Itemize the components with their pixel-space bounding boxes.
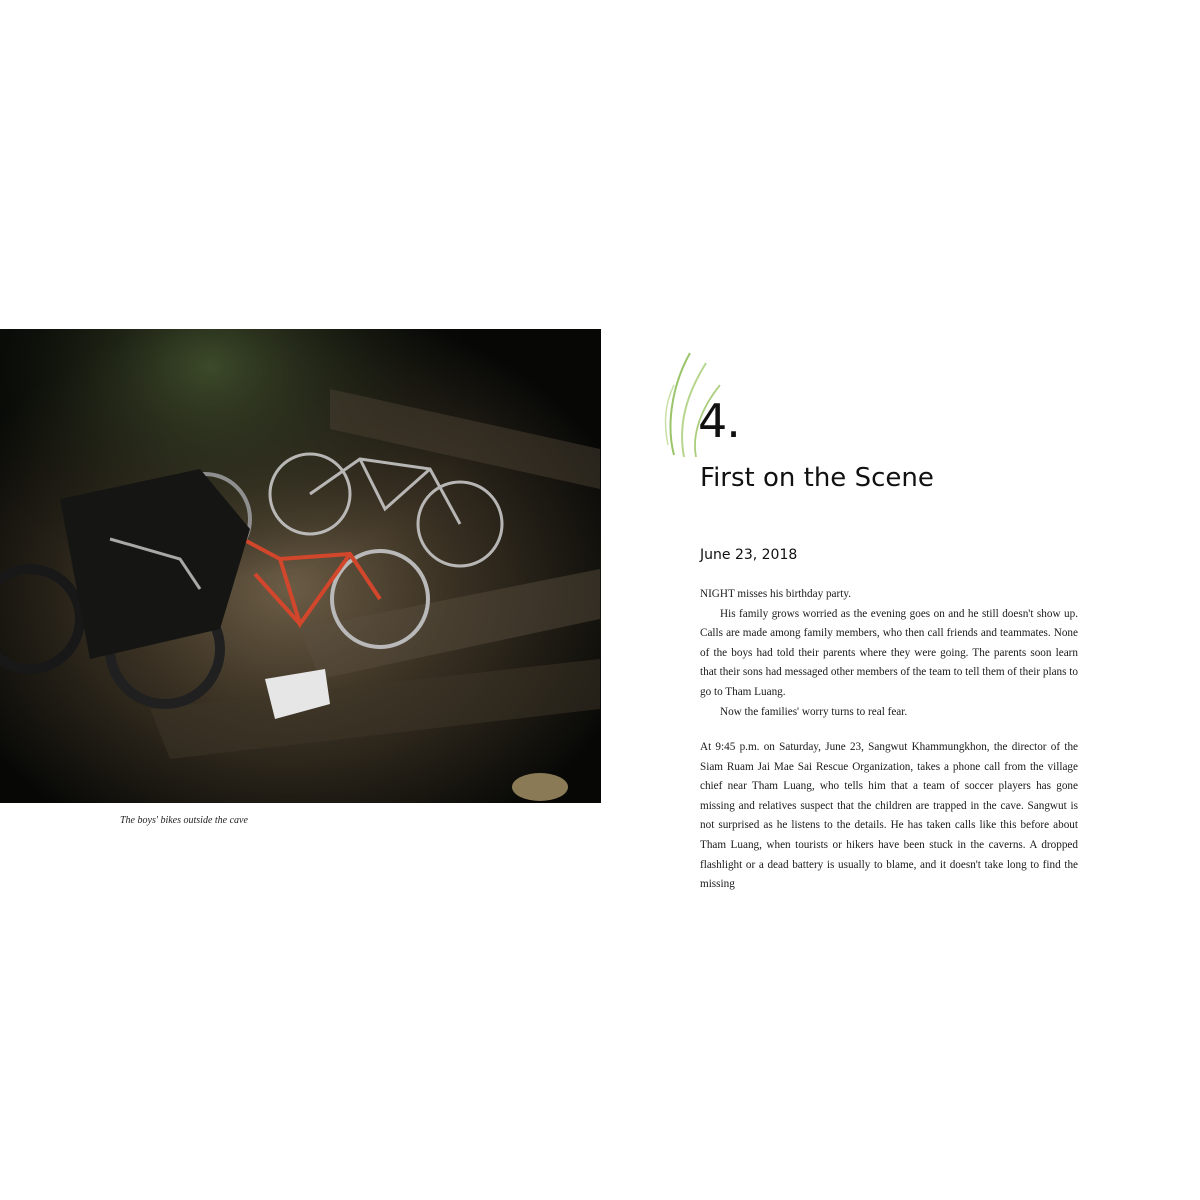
- chapter-title: First on the Scene: [700, 463, 934, 493]
- paragraph: NIGHT misses his birthday party.: [700, 588, 852, 600]
- body-text-block: [700, 738, 1078, 895]
- paragraph: His family grows worried as the evening goes on and he still doesn't show up. Calls are made among family members, who then call friends and teammates. None of the boys had told their parents where they were going. The parents soon learn that their sons had messaged other members of the team to tell them of their plans to go to Tham Luang.: [700, 607, 1078, 698]
- photo-caption: The boys' bikes outside the cave: [120, 815, 248, 826]
- body-text-block: [700, 585, 1078, 722]
- date-heading: June 23, 2018: [700, 547, 798, 563]
- chapter-number: 4.: [698, 394, 740, 448]
- paragraph: Now the families' worry turns to real fear.: [720, 705, 908, 718]
- night-bicycles-photo: [0, 329, 601, 803]
- paragraph: At 9:45 p.m. on Saturday, June 23, Sangwut Khammungkhon, the director of the Siam Ruam Jai Mae Sai Rescue Organization, takes a phone call from the village chief near Tham Luang, who tells him that a team of soccer players has gone missing and relatives suspect that the children are trapped in the cave. Sangwut is not surprised as he listens to the details. He has taken calls like this before about Tham Luang, when tourists or hikers have been stuck in the caverns. A dropped flashlight or a dead battery is usually to blame, and it doesn't take long to find the missing: [700, 741, 1078, 891]
